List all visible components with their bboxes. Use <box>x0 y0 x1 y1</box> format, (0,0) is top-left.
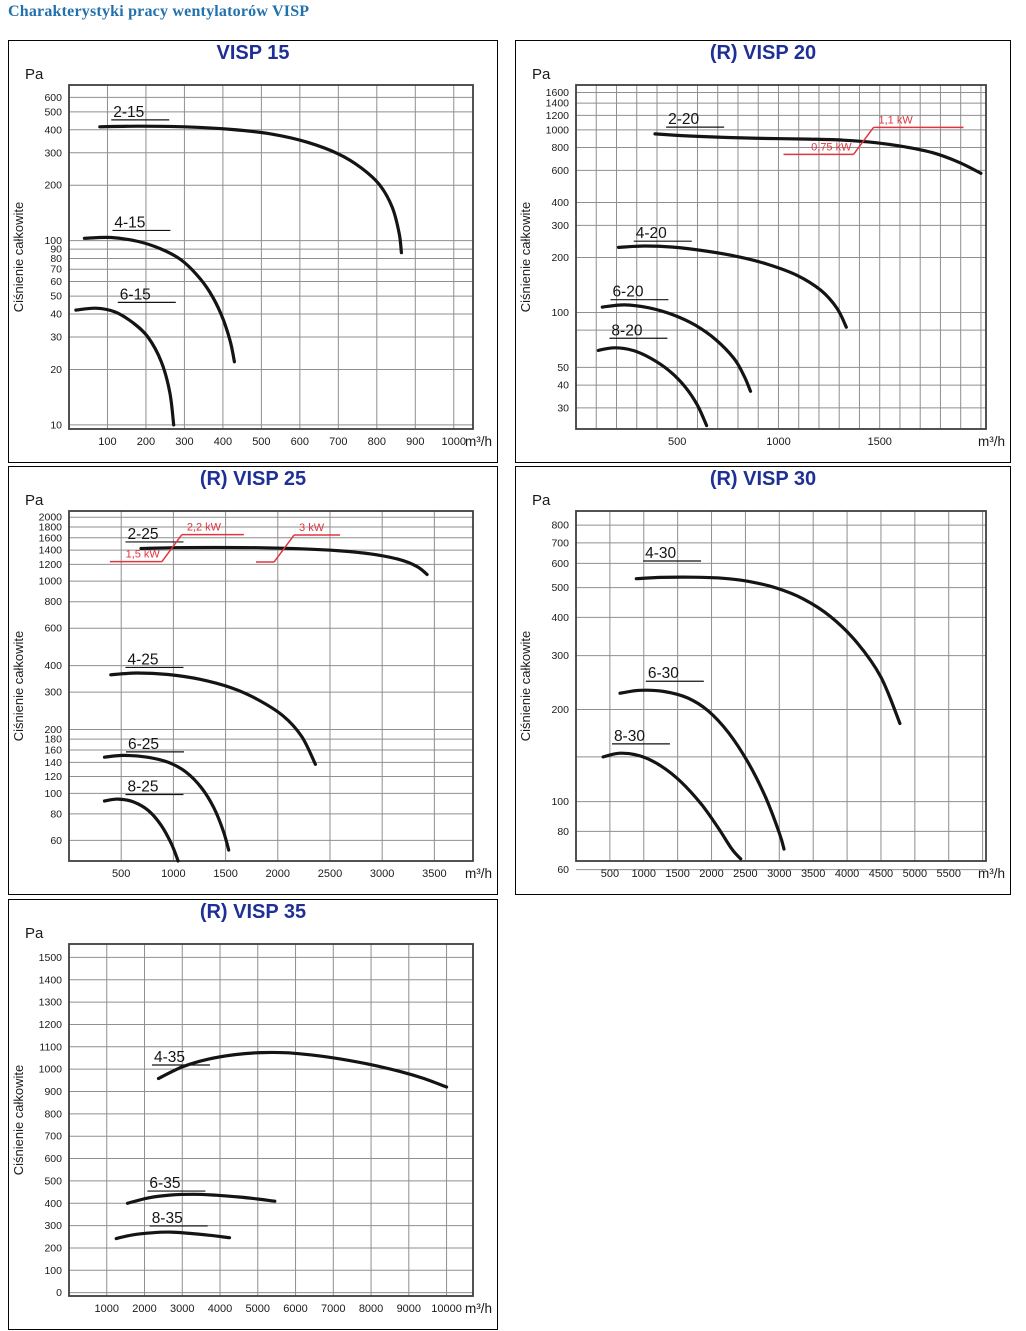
y-tick-label: 20 <box>50 363 62 376</box>
flow-unit-label: m³/h <box>465 1301 492 1316</box>
chart-panel-visp-15 <box>8 40 498 463</box>
chart-title: (R) VISP 25 <box>199 468 307 490</box>
y-tick-label: 600 <box>551 557 569 570</box>
y-tick-label: 100 <box>551 306 569 319</box>
fan-curve-6-35 <box>128 1194 275 1203</box>
y-tick-label: 1200 <box>545 109 569 122</box>
y-tick-label: 800 <box>44 1108 62 1121</box>
y-tick-label: 600 <box>551 164 569 177</box>
y-tick-label: 400 <box>44 660 62 673</box>
y-tick-label: 400 <box>551 611 569 624</box>
x-tick-label: 500 <box>252 436 271 448</box>
power-label-top: 3 kW <box>299 522 325 535</box>
y-axis-title: Ciśnienie całkowite <box>11 201 26 313</box>
y-tick-label: 60 <box>50 834 62 847</box>
curve-label-8-30: 8-30 <box>613 727 645 745</box>
x-tick-label: 6000 <box>283 1303 308 1315</box>
x-tick-label: 5000 <box>245 1303 271 1315</box>
y-tick-label: 1000 <box>38 575 62 588</box>
y-tick-label: 400 <box>44 124 62 137</box>
x-tick-label: 1000 <box>94 1303 119 1315</box>
x-tick-label: 500 <box>600 868 620 880</box>
x-tick-label: 4000 <box>207 1303 233 1315</box>
power-label-bottom: 0,75 kW <box>811 141 852 154</box>
x-tick-label: 5000 <box>902 868 928 880</box>
y-tick-label: 140 <box>44 756 62 769</box>
x-tick-label: 1000 <box>441 436 467 448</box>
curve-label-2-20: 2-20 <box>668 111 700 129</box>
grid-lines <box>576 85 986 429</box>
y-tick-label: 80 <box>557 825 569 838</box>
y-tick-label: 200 <box>44 179 62 192</box>
y-tick-label: 300 <box>551 650 569 663</box>
y-tick-label: 300 <box>44 147 62 160</box>
y-tick-label: 40 <box>50 308 62 321</box>
y-tick-label: 1200 <box>38 1018 62 1031</box>
fan-curve-chart-visp-20 <box>516 41 1010 462</box>
x-tick-label: 1500 <box>665 868 690 880</box>
power-label-top: 2,2 kW <box>186 521 222 534</box>
y-tick-label: 0 <box>56 1287 62 1300</box>
y-tick-label: 80 <box>50 253 62 266</box>
x-tick-label: 8000 <box>358 1303 384 1315</box>
y-tick-label: 40 <box>557 379 569 392</box>
y-tick-label: 1000 <box>545 124 569 137</box>
y-tick-label: 100 <box>44 235 62 248</box>
y-tick-label: 800 <box>551 519 569 532</box>
chart-title: (R) VISP 35 <box>199 901 307 923</box>
y-tick-label: 60 <box>50 276 62 289</box>
x-tick-label: 3000 <box>170 1303 195 1315</box>
x-tick-label: 3000 <box>767 868 792 880</box>
pressure-unit-label: Pa <box>25 925 44 942</box>
pressure-unit-label: Pa <box>532 66 551 83</box>
curve-label-8-35: 8-35 <box>151 1209 183 1227</box>
fan-curve-chart-visp-15 <box>9 41 497 462</box>
y-tick-label: 800 <box>551 142 569 155</box>
pressure-unit-label: Pa <box>25 66 44 83</box>
fan-curve-4-20 <box>619 246 847 327</box>
curve-label-6-30: 6-30 <box>647 665 679 683</box>
curve-label-6-25: 6-25 <box>127 735 160 753</box>
x-tick-label: 1500 <box>867 436 892 448</box>
x-tick-label: 500 <box>668 436 687 448</box>
grid-lines <box>69 944 473 1296</box>
fan-curve-8-30 <box>603 753 741 859</box>
x-tick-label: 1000 <box>766 436 791 448</box>
chart-panel-visp-35 <box>8 899 498 1330</box>
x-tick-label: 600 <box>290 436 310 448</box>
fan-curve-6-30 <box>620 690 784 849</box>
y-tick-label: 1500 <box>38 951 62 964</box>
flow-unit-label: m³/h <box>465 434 492 449</box>
chart-title: VISP 15 <box>216 42 290 64</box>
y-tick-label: 500 <box>551 582 569 595</box>
y-tick-label: 500 <box>44 1175 62 1188</box>
power-label-bottom: 1,5 kW <box>125 548 160 561</box>
curve-label-6-15: 6-15 <box>119 286 151 304</box>
y-tick-label: 1000 <box>38 1063 62 1076</box>
x-tick-label: 100 <box>98 436 117 448</box>
y-tick-label: 1800 <box>38 521 62 534</box>
x-tick-label: 1500 <box>213 868 238 880</box>
fan-curve-chart-visp-35 <box>9 900 497 1329</box>
y-tick-label: 80 <box>50 808 62 821</box>
y-tick-label: 200 <box>44 1242 62 1255</box>
y-tick-label: 300 <box>44 1220 62 1233</box>
fan-curve-chart-visp-30 <box>516 467 1010 894</box>
x-tick-label: 2500 <box>733 868 758 880</box>
grid-lines <box>69 85 473 429</box>
y-tick-label: 100 <box>44 1264 62 1277</box>
y-tick-label: 1600 <box>545 87 569 100</box>
x-tick-label: 2500 <box>317 868 343 880</box>
y-tick-label: 50 <box>50 290 62 303</box>
y-tick-label: 100 <box>44 787 62 800</box>
x-tick-label: 3000 <box>369 868 395 880</box>
y-tick-label: 2000 <box>38 511 62 524</box>
curve-label-2-15: 2-15 <box>113 103 145 121</box>
y-tick-label: 600 <box>44 622 62 635</box>
y-axis-title: Ciśnienie całkowite <box>518 630 533 742</box>
chart-panel-visp-25 <box>8 466 498 895</box>
x-tick-label: 4000 <box>834 868 860 880</box>
x-tick-label: 7000 <box>321 1303 346 1315</box>
y-axis-title: Ciśnienie całkowite <box>518 201 533 313</box>
x-tick-label: 700 <box>329 436 348 448</box>
fan-curve-2-15 <box>100 126 402 253</box>
x-tick-label: 900 <box>406 436 425 448</box>
y-tick-label: 10 <box>50 419 62 432</box>
x-tick-label: 2000 <box>132 1303 157 1315</box>
fan-curve-8-20 <box>598 348 706 426</box>
y-tick-label: 200 <box>44 723 62 736</box>
curve-label-8-25: 8-25 <box>127 778 159 796</box>
y-tick-label: 30 <box>557 402 569 415</box>
y-tick-label: 30 <box>50 331 62 344</box>
x-tick-label: 500 <box>112 868 131 880</box>
y-tick-label: 800 <box>44 596 62 609</box>
x-tick-label: 200 <box>136 436 156 448</box>
y-tick-label: 1300 <box>38 996 62 1009</box>
chart-panel-visp-20 <box>515 40 1011 463</box>
curve-label-4-30: 4-30 <box>645 544 677 562</box>
curve-label-2-25: 2-25 <box>127 525 159 543</box>
y-tick-label: 400 <box>44 1197 62 1210</box>
curve-label-4-20: 4-20 <box>635 225 667 243</box>
y-tick-label: 50 <box>557 361 569 374</box>
y-tick-label: 700 <box>44 1130 62 1143</box>
fan-curve-chart-visp-25 <box>9 467 497 894</box>
fan-curve-4-15 <box>84 237 234 361</box>
y-tick-label: 60 <box>557 864 569 877</box>
y-tick-label: 400 <box>551 197 569 210</box>
chart-title: (R) VISP 30 <box>709 468 817 490</box>
y-tick-label: 600 <box>44 1153 62 1166</box>
curve-label-4-25: 4-25 <box>127 651 159 669</box>
y-tick-label: 1200 <box>38 558 62 571</box>
y-axis-title: Ciśnienie całkowite <box>11 630 26 742</box>
chart-panel-visp-30 <box>515 466 1011 895</box>
x-tick-label: 10000 <box>431 1303 462 1315</box>
y-tick-label: 100 <box>551 796 569 809</box>
flow-unit-label: m³/h <box>465 866 492 881</box>
x-tick-label: 800 <box>367 436 386 448</box>
flow-unit-label: m³/h <box>978 434 1005 449</box>
y-tick-label: 500 <box>44 106 62 119</box>
chart-title: (R) VISP 20 <box>709 42 817 64</box>
fan-curve-6-15 <box>76 308 174 425</box>
x-tick-label: 2000 <box>265 868 291 880</box>
plot-frame <box>69 85 473 429</box>
fan-curve-8-35 <box>116 1232 229 1239</box>
pressure-unit-label: Pa <box>532 492 551 509</box>
power-label-top: 1,1 kW <box>878 114 913 127</box>
x-tick-label: 3500 <box>422 868 447 880</box>
fan-curve-2-20 <box>655 134 981 173</box>
y-tick-label: 180 <box>44 733 62 746</box>
curve-label-6-20: 6-20 <box>612 283 644 301</box>
x-tick-label: 400 <box>213 436 233 448</box>
y-tick-label: 300 <box>551 219 569 232</box>
page-title: Charakterystyki pracy wentylatorów VISP <box>8 3 310 20</box>
x-tick-label: 300 <box>175 436 194 448</box>
y-tick-label: 700 <box>551 537 569 550</box>
curve-label-6-35: 6-35 <box>149 1175 181 1193</box>
x-tick-label: 4500 <box>868 868 894 880</box>
x-tick-label: 1000 <box>631 868 657 880</box>
fan-curve-8-25 <box>105 799 179 861</box>
x-tick-label: 2000 <box>699 868 724 880</box>
y-tick-label: 120 <box>44 771 62 784</box>
y-tick-label: 1400 <box>38 974 62 987</box>
y-tick-label: 300 <box>44 686 62 699</box>
y-tick-label: 600 <box>44 91 62 104</box>
x-tick-label: 3500 <box>800 868 826 880</box>
y-tick-label: 90 <box>50 243 62 256</box>
y-axis-title: Ciśnienie całkowite <box>11 1064 26 1176</box>
y-tick-label: 1600 <box>38 532 62 545</box>
y-tick-label: 1400 <box>38 544 62 557</box>
y-tick-label: 70 <box>50 263 62 276</box>
curve-label-4-15: 4-15 <box>114 214 146 232</box>
y-tick-label: 200 <box>551 703 569 716</box>
y-tick-label: 200 <box>551 251 569 264</box>
fan-curve-4-30 <box>636 577 900 723</box>
curve-label-4-35: 4-35 <box>153 1049 185 1067</box>
fan-curve-4-35 <box>159 1052 447 1087</box>
pressure-unit-label: Pa <box>25 492 44 509</box>
y-tick-label: 1100 <box>39 1041 62 1054</box>
y-tick-label: 160 <box>44 744 62 757</box>
plot-frame <box>69 944 473 1296</box>
y-tick-label: 900 <box>44 1086 62 1099</box>
curve-label-8-20: 8-20 <box>611 322 643 340</box>
y-tick-label: 1400 <box>545 97 569 110</box>
fan-curve-2-25 <box>141 548 427 575</box>
x-tick-label: 1000 <box>161 868 186 880</box>
x-tick-label: 9000 <box>396 1303 422 1315</box>
x-tick-label: 5500 <box>936 868 961 880</box>
flow-unit-label: m³/h <box>978 866 1005 881</box>
